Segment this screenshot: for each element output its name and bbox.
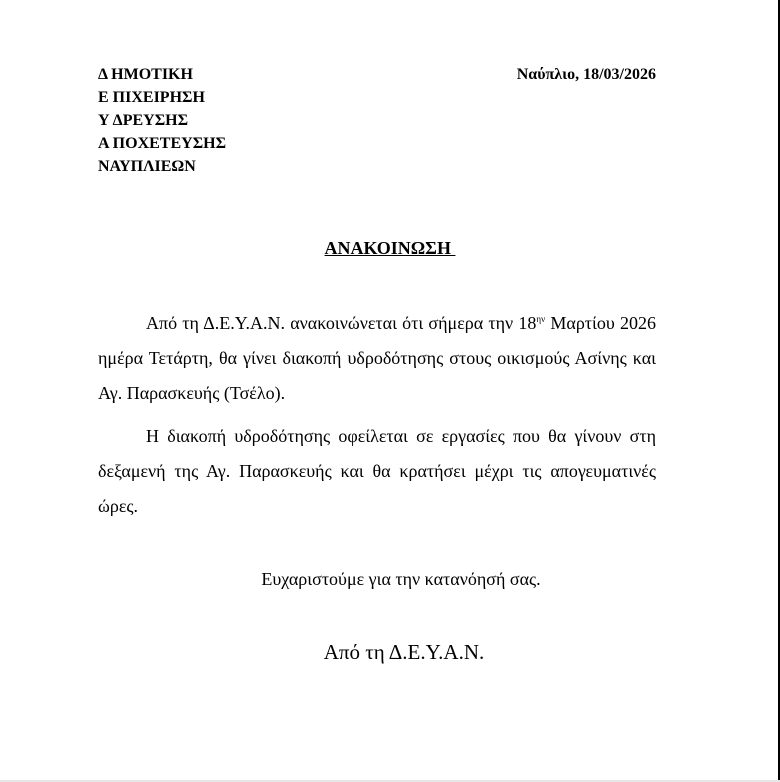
org-line: Ε ΠΙΧΕΙΡΗΣΗ [98,89,205,106]
signature: Από τη Δ.Ε.Υ.Α.Ν. [323,640,485,664]
document-date: Ναύπλιο, 18/03/2026 [516,66,656,83]
org-line: Α ΠΟΧΕΤΕΥΣΗΣ [98,135,227,152]
announcement-title-wrap [0,238,780,259]
paragraph-2 [98,419,656,524]
announcement-title: ΑΝΑΚΟΙΝΩΣΗ [324,238,456,258]
paragraph-2-text: Η διακοπή υδροδότησης οφείλεται σε εργασίες που θα γίνουν στη δεξαμενή της Αγ. Παρασκευής και θα κρατήσει μέχρι τις απογευματινές ώρες. [98,426,656,516]
org-line: Υ ΔΡΕΥΣΗΣ [98,112,189,129]
paragraph-1-rest: Μαρτίου 2026 ημέρα Τετάρτη, θα γίνει διακοπή υδροδότησης στους οικισμούς Ασίνης και Αγ. Παρασκευής (Τσέλο). [98,313,657,403]
ordinal-superscript: ην [536,314,546,324]
org-line: ΝΑΥΠΛΙΕΩΝ [98,158,196,175]
org-line: Δ ΗΜΟΤΙΚΗ [98,66,193,83]
thanks-line: Ευχαριστούμε για την κατανόησή σας. [261,569,541,589]
paragraph-1 [98,306,656,411]
paragraph-1-text: Από τη Δ.Ε.Υ.Α.Ν. ανακοινώνεται ότι σήμερα την 18 [146,313,537,333]
organization-name [98,63,226,178]
